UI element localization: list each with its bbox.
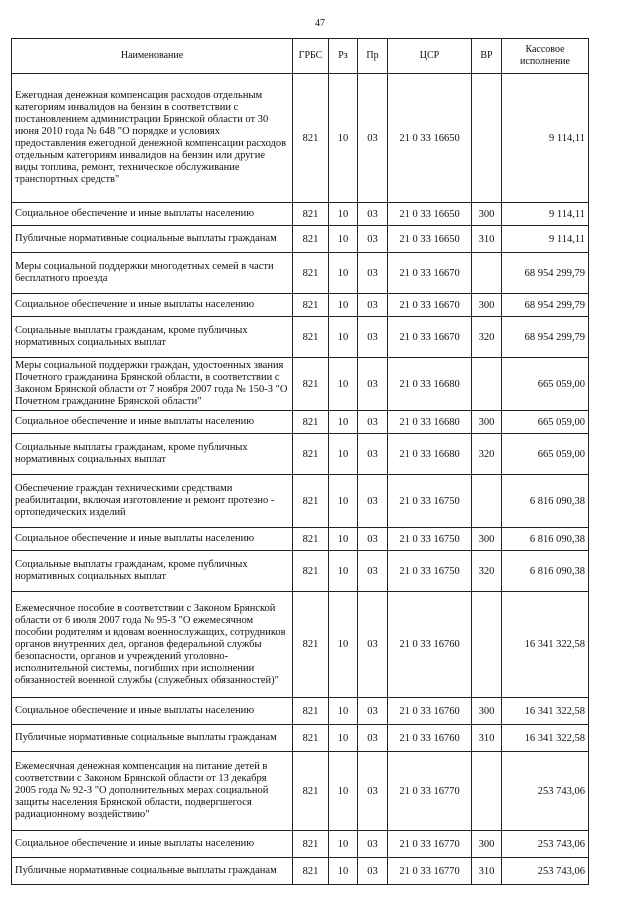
cell-grbs: 821 — [293, 253, 329, 294]
header-amount: Кассовое исполнение — [502, 39, 589, 74]
cell-pr: 03 — [358, 294, 388, 317]
cell-rz: 10 — [329, 253, 358, 294]
cell-amount: 6 816 090,38 — [502, 475, 589, 528]
cell-amount: 68 954 299,79 — [502, 294, 589, 317]
cell-grbs: 821 — [293, 752, 329, 831]
cell-grbs: 821 — [293, 831, 329, 858]
table-row — [12, 551, 589, 592]
cell-amount: 6 816 090,38 — [502, 528, 589, 551]
cell-amount: 253 743,06 — [502, 858, 589, 885]
cell-vr: 310 — [472, 226, 502, 253]
table-row — [12, 317, 589, 358]
cell-vr: 310 — [472, 858, 502, 885]
cell-vr: 300 — [472, 294, 502, 317]
table-row — [12, 74, 589, 203]
cell-vr: 320 — [472, 317, 502, 358]
cell-name: Социальное обеспечение и иные выплаты населению — [12, 698, 293, 725]
cell-grbs: 821 — [293, 226, 329, 253]
cell-vr: 300 — [472, 528, 502, 551]
cell-amount: 9 114,11 — [502, 203, 589, 226]
table-row — [12, 698, 589, 725]
cell-pr: 03 — [358, 358, 388, 411]
cell-grbs: 821 — [293, 203, 329, 226]
cell-name: Социальное обеспечение и иные выплаты населению — [12, 528, 293, 551]
cell-amount: 16 341 322,58 — [502, 592, 589, 698]
cell-amount: 16 341 322,58 — [502, 725, 589, 752]
cell-amount: 253 743,06 — [502, 831, 589, 858]
cell-pr: 03 — [358, 317, 388, 358]
cell-csr: 21 0 33 16670 — [388, 253, 472, 294]
cell-name: Социальные выплаты гражданам, кроме публичных нормативных социальных выплат — [12, 434, 293, 475]
cell-csr: 21 0 33 16650 — [388, 203, 472, 226]
cell-pr: 03 — [358, 858, 388, 885]
cell-rz: 10 — [329, 551, 358, 592]
cell-rz: 10 — [329, 592, 358, 698]
cell-grbs: 821 — [293, 592, 329, 698]
cell-pr: 03 — [358, 411, 388, 434]
cell-pr: 03 — [358, 74, 388, 203]
cell-csr: 21 0 33 16760 — [388, 698, 472, 725]
cell-vr: 320 — [472, 434, 502, 475]
cell-rz: 10 — [329, 317, 358, 358]
header-vr: ВР — [472, 39, 502, 74]
cell-rz: 10 — [329, 698, 358, 725]
cell-pr: 03 — [358, 226, 388, 253]
cell-name: Обеспечение граждан техническими средствами реабилитации, включая изготовление и ремонт протезно - ортопедических изделий — [12, 475, 293, 528]
table-row — [12, 725, 589, 752]
cell-rz: 10 — [329, 528, 358, 551]
cell-vr: 310 — [472, 725, 502, 752]
header-grbs: ГРБС — [293, 39, 329, 74]
cell-amount: 253 743,06 — [502, 752, 589, 831]
cell-rz: 10 — [329, 294, 358, 317]
cell-vr: 300 — [472, 411, 502, 434]
cell-amount: 9 114,11 — [502, 226, 589, 253]
cell-pr: 03 — [358, 528, 388, 551]
cell-rz: 10 — [329, 358, 358, 411]
page-number: 47 — [315, 18, 325, 29]
cell-pr: 03 — [358, 725, 388, 752]
cell-name: Социальные выплаты гражданам, кроме публичных нормативных социальных выплат — [12, 317, 293, 358]
cell-csr: 21 0 33 16680 — [388, 411, 472, 434]
table-row — [12, 411, 589, 434]
cell-amount: 665 059,00 — [502, 411, 589, 434]
header-name: Наименование — [12, 39, 293, 74]
cell-csr: 21 0 33 16770 — [388, 831, 472, 858]
cell-rz: 10 — [329, 411, 358, 434]
cell-rz: 10 — [329, 475, 358, 528]
cell-grbs: 821 — [293, 551, 329, 592]
cell-vr — [472, 74, 502, 203]
cell-pr: 03 — [358, 551, 388, 592]
table-row — [12, 475, 589, 528]
cell-rz: 10 — [329, 203, 358, 226]
cell-csr: 21 0 33 16770 — [388, 752, 472, 831]
cell-name: Социальное обеспечение и иные выплаты населению — [12, 294, 293, 317]
cell-vr — [472, 253, 502, 294]
cell-rz: 10 — [329, 725, 358, 752]
cell-csr: 21 0 33 16750 — [388, 475, 472, 528]
cell-name: Публичные нормативные социальные выплаты гражданам — [12, 858, 293, 885]
cell-name: Меры социальной поддержки граждан, удостоенных звания Почетного гражданина Брянской области, в соответствии с Законом Брянской области от 7 ноября 2007 года № 150-З "О Почетном гражданине Брянской области" — [12, 358, 293, 411]
cell-vr — [472, 475, 502, 528]
cell-grbs: 821 — [293, 411, 329, 434]
cell-grbs: 821 — [293, 475, 329, 528]
cell-name: Социальное обеспечение и иные выплаты населению — [12, 831, 293, 858]
cell-pr: 03 — [358, 475, 388, 528]
table-row — [12, 528, 589, 551]
table-row — [12, 358, 589, 411]
cell-vr — [472, 752, 502, 831]
cell-name: Меры социальной поддержки многодетных семей в части бесплатного проезда — [12, 253, 293, 294]
cell-vr: 300 — [472, 203, 502, 226]
cell-rz: 10 — [329, 434, 358, 475]
table-row — [12, 253, 589, 294]
cell-rz: 10 — [329, 752, 358, 831]
table-row — [12, 434, 589, 475]
cell-amount: 9 114,11 — [502, 74, 589, 203]
cell-rz: 10 — [329, 226, 358, 253]
cell-grbs: 821 — [293, 74, 329, 203]
cell-vr: 320 — [472, 551, 502, 592]
cell-name: Социальное обеспечение и иные выплаты населению — [12, 203, 293, 226]
cell-amount: 16 341 322,58 — [502, 698, 589, 725]
cell-vr — [472, 358, 502, 411]
cell-name: Ежемесячное пособие в соответствии с Законом Брянской области от 6 июля 2007 года № 95-З "О ежемесячном пособии родителям и вдовам военнослужащих, сотрудников органов внутренних дел, органов федеральной службы безопасности, органов и учреждений уголовно-исполнительной системы, погибших при исполнении обязанностей военной службы (служебных обязанностей)" — [12, 592, 293, 698]
cell-csr: 21 0 33 16760 — [388, 725, 472, 752]
cell-pr: 03 — [358, 253, 388, 294]
cell-grbs: 821 — [293, 434, 329, 475]
cell-pr: 03 — [358, 698, 388, 725]
header-csr: ЦСР — [388, 39, 472, 74]
cell-pr: 03 — [358, 203, 388, 226]
cell-csr: 21 0 33 16680 — [388, 434, 472, 475]
cell-pr: 03 — [358, 831, 388, 858]
cell-rz: 10 — [329, 831, 358, 858]
cell-amount: 665 059,00 — [502, 434, 589, 475]
cell-vr — [472, 592, 502, 698]
cell-grbs: 821 — [293, 317, 329, 358]
cell-amount: 68 954 299,79 — [502, 317, 589, 358]
cell-rz: 10 — [329, 74, 358, 203]
cell-csr: 21 0 33 16670 — [388, 294, 472, 317]
header-rz: Рз — [329, 39, 358, 74]
cell-pr: 03 — [358, 752, 388, 831]
cell-grbs: 821 — [293, 528, 329, 551]
cell-amount: 6 816 090,38 — [502, 551, 589, 592]
cell-csr: 21 0 33 16750 — [388, 528, 472, 551]
table-row — [12, 592, 589, 698]
cell-grbs: 821 — [293, 358, 329, 411]
cell-grbs: 821 — [293, 725, 329, 752]
cell-csr: 21 0 33 16650 — [388, 226, 472, 253]
table-row — [12, 752, 589, 831]
cell-vr: 300 — [472, 831, 502, 858]
cell-name: Социальные выплаты гражданам, кроме публичных нормативных социальных выплат — [12, 551, 293, 592]
cell-csr: 21 0 33 16750 — [388, 551, 472, 592]
cell-csr: 21 0 33 16650 — [388, 74, 472, 203]
budget-table — [11, 38, 589, 885]
cell-pr: 03 — [358, 434, 388, 475]
table-row — [12, 226, 589, 253]
table-row — [12, 203, 589, 226]
table-row — [12, 858, 589, 885]
cell-csr: 21 0 33 16770 — [388, 858, 472, 885]
cell-name: Публичные нормативные социальные выплаты гражданам — [12, 226, 293, 253]
cell-name: Ежемесячная денежная компенсация на питание детей в соответствии с Законом Брянской области от 13 декабря 2005 года № 92-З "О дополнительных мерах социальной защиты населения Брянской области, подвергшегося радиационному воздействию" — [12, 752, 293, 831]
cell-grbs: 821 — [293, 698, 329, 725]
cell-amount: 68 954 299,79 — [502, 253, 589, 294]
cell-vr: 300 — [472, 698, 502, 725]
cell-name: Социальное обеспечение и иные выплаты населению — [12, 411, 293, 434]
table-row — [12, 294, 589, 317]
cell-csr: 21 0 33 16760 — [388, 592, 472, 698]
cell-csr: 21 0 33 16670 — [388, 317, 472, 358]
cell-pr: 03 — [358, 592, 388, 698]
header-pr: Пр — [358, 39, 388, 74]
cell-rz: 10 — [329, 858, 358, 885]
cell-csr: 21 0 33 16680 — [388, 358, 472, 411]
cell-grbs: 821 — [293, 858, 329, 885]
table-header-row — [12, 39, 589, 74]
cell-name: Ежегодная денежная компенсация расходов отдельным категориям инвалидов на бензин в соответствии с постановлением администрации Брянской области от 30 июня 2010 года № 648 "О порядке и условиях предоставления ежегодной денежной компенсации расходов отдельным категориям инвалидов на бензин или другие виды топлива, ремонт, техническое обслуживание транспортных средств" — [12, 74, 293, 203]
table-row — [12, 831, 589, 858]
cell-name: Публичные нормативные социальные выплаты гражданам — [12, 725, 293, 752]
cell-amount: 665 059,00 — [502, 358, 589, 411]
cell-grbs: 821 — [293, 294, 329, 317]
